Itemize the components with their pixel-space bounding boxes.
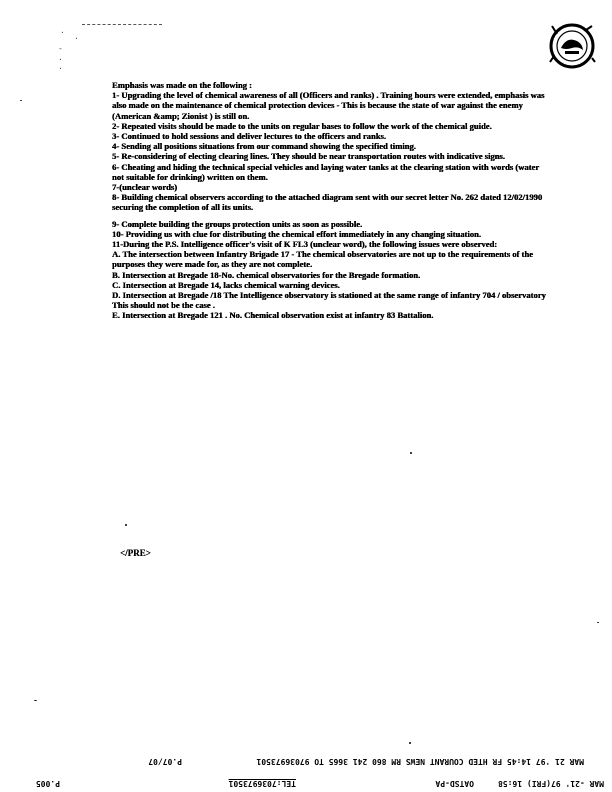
observation-c: C. Intersection at Bregade 14, lacks chemical warning devices. <box>112 279 340 290</box>
observation-d: D. Intersection at Bregade /18 The Intelligence observatory is stationed at the same range of infantry 704 / observatory This should not be the case . <box>112 290 546 311</box>
item-7: 7-(unclear words) <box>112 182 178 193</box>
item-4: 4- Sending all positions situations from our command showing the specified timing. <box>112 141 416 152</box>
item-1: 1- Upgrading the level of chemical awareness of all (Officers and ranks) . Training hours were extended, emphasis was also made on the maintenance of chemical protection devices - This is because the state of war against the enemy (American &amp; Zionist ) is still on. <box>112 90 545 121</box>
fax-header-line-1 <box>0 754 612 768</box>
item-8: 8- Building chemical observers according to the attached diagram sent with our secret letter No. 262 dated 12/02/1990 securing the completion of all its units. <box>112 192 543 213</box>
seal-emblem-icon <box>548 22 596 70</box>
item-10: 10- Providing us with clue for distributing the chemical effort immediately in any changing situation. <box>112 228 481 239</box>
fax-header-1-page: P.07/07 <box>148 757 182 766</box>
item-11: 11-During the P.S. Intelligence officer's visit of K FL3 (unclear word), the following issues were observed: <box>112 239 498 250</box>
item-2: 2- Repeated visits should be made to the units on regular bases to follow the work of the chemical guide. <box>112 120 492 131</box>
scan-speck <box>409 742 411 744</box>
pre-closing-tag: </PRE> <box>120 548 151 558</box>
fax-header-2-date: MAR -21' 97(FRI) 16:58 <box>498 779 604 788</box>
document-body <box>112 80 552 321</box>
observation-e: E. Intersection at Bregade 121 . No. Chemical observation exist at infantry 83 Battalion. <box>112 310 434 321</box>
item-6: 6- Cheating and hiding the technical special vehicles and laying water tanks at the clearing station with words (water not suitable for drinking) written on them. <box>112 161 539 182</box>
intro-line: Emphasis was made on the following : <box>112 80 252 90</box>
fax-header-2-office: OATSD-PA <box>435 779 474 788</box>
observation-b: B. Intersection at Bregade 18-No. chemical observatories for the Bregade formation. <box>112 269 421 280</box>
scan-speck <box>20 100 22 101</box>
item-5: 5- Re-considering of electing clearing lines. They should be near transportation routes with indicative signs. <box>112 151 505 162</box>
scan-speck <box>34 700 37 701</box>
scan-speck <box>597 622 599 623</box>
fax-header-1-source: MAR 21 '97 14:45 FR HTED COURANT NEWS RM 860 241 3665 TO 97036973501 <box>256 757 584 766</box>
item-9: 9- Complete building the groups protection units as soon as possible. <box>112 218 363 229</box>
fax-header-2-page: P.005 <box>35 779 60 788</box>
scan-speck <box>410 452 412 454</box>
scan-speck <box>125 524 127 526</box>
item-3: 3- Continued to hold sessions and deliver lectures to the officers and ranks. <box>112 131 386 142</box>
fax-header-2-tel: TEL:7036973501 <box>228 779 296 788</box>
observation-a: A. The intersection between Infantry Brigade 17 - The chemical observatories are not up to the requirements of the purposes they were made for, as they are not complete. <box>112 249 533 270</box>
scan-artifact-marks: . - . . . <box>60 26 67 35</box>
fax-header-line-2 <box>0 776 612 790</box>
